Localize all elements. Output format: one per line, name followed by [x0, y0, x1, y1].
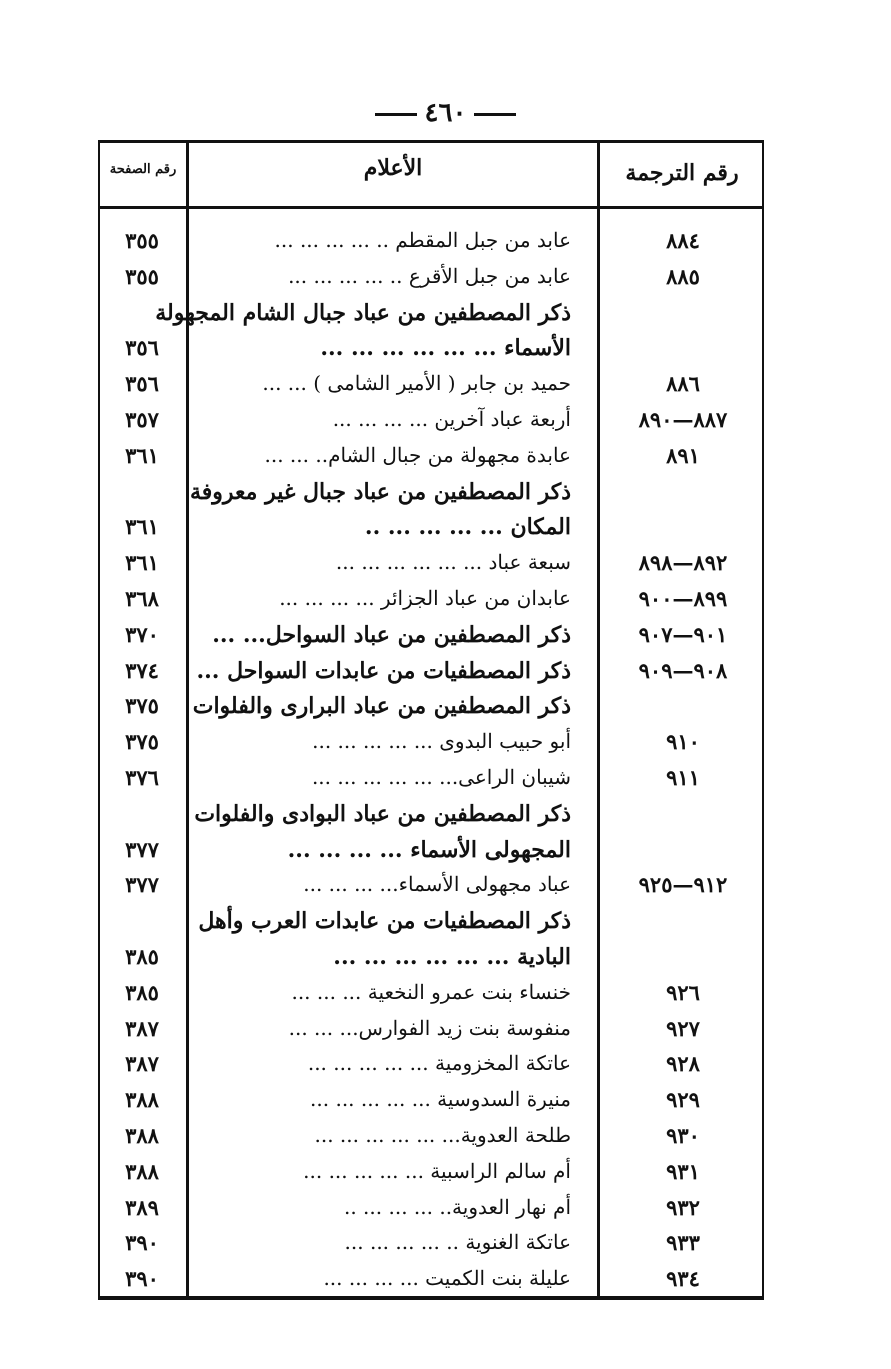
name-cell: ذكر المصطفين من عباد البرارى والفلوات [192, 693, 571, 720]
index-row [98, 1226, 764, 1262]
name-cell: ذكر المصطفيات من عابدات العرب وأهل [198, 908, 571, 935]
index-row [98, 976, 764, 1012]
name-cell: منفوسة بنت زيد الفوارس... ... ... [288, 1015, 571, 1040]
page-cell: ٣٥٦ [125, 335, 159, 361]
page-cell: ٣٩٠ [125, 1230, 159, 1256]
name-cell: منيرة السدوسية ... ... ... ... ... [310, 1087, 571, 1112]
page-cell: ٣٧٤ [125, 657, 159, 683]
name-cell: المجهولى الأسماء ... ... ... ... [287, 836, 571, 863]
page-cell: ٣٨٨ [125, 1123, 159, 1148]
index-section-heading [98, 475, 764, 511]
page-number-text: ٤٦٠ [424, 98, 467, 128]
page-cell: ٣٩٠ [125, 1266, 159, 1292]
page-cell: ٣٨٧ [125, 1051, 159, 1077]
name-cell: عابدان من عباد الجزائر ... ... ... ... [279, 586, 571, 610]
page-cell: ٣٧٠ [125, 621, 159, 647]
name-cell: ذكر المصطفين من عباد البوادى والفلوات [194, 800, 571, 827]
name-cell: عابد من جبل المقطم .. ... ... ... ... [274, 228, 571, 252]
index-row [98, 1083, 764, 1119]
translation-number-cell: ٩٠١—٩٠٧ [638, 621, 728, 647]
name-cell: ذكر المصطفين من عباد السواحل... ... [212, 621, 571, 648]
translation-number-cell: ٩١٠ [666, 729, 700, 755]
name-cell: الأسماء ... ... ... ... ... ... [320, 335, 571, 362]
index-section-heading [98, 904, 764, 940]
page-cell: ٣٧٥ [125, 729, 159, 755]
name-cell: ذكر المصطفين من عباد جبال غير معروفة [189, 478, 571, 505]
header-translation-number: رقم الترجمة [625, 160, 739, 186]
name-cell: المكان ... ... ... ... .. [364, 514, 571, 541]
page-cell: ٣٨٧ [125, 1015, 159, 1041]
name-cell: أربعة عباد آخرين ... ... ... ... [332, 407, 571, 431]
page-cell: ٣٦١ [125, 442, 159, 468]
name-cell: أبو حبيب البدوى ... ... ... ... ... [312, 729, 571, 754]
page-cell: ٣٧٥ [125, 693, 159, 719]
page-cell: ٣٧٧ [125, 872, 159, 898]
index-row [98, 582, 764, 618]
name-cell: عاتكة المخزومية ... ... ... ... ... [307, 1051, 571, 1076]
index-row [98, 224, 764, 260]
translation-number-cell: ٩١١ [666, 765, 700, 790]
name-cell: البادية ... ... ... ... ... ... [333, 944, 571, 970]
name-cell: أم سالم الراسبية ... ... ... ... ... [303, 1158, 571, 1183]
index-row [98, 1119, 764, 1155]
index-row [98, 725, 764, 761]
header-page: رقم الصفحة [109, 162, 177, 177]
name-cell: عابد من جبل الأقرع .. ... ... ... ... [288, 263, 571, 288]
name-cell: حميد بن جابر ( الأمير الشامى ) ... ... [262, 371, 571, 396]
index-row [98, 1191, 764, 1227]
translation-number-cell: ٨٨٥ [666, 263, 700, 289]
page-cell: ٣٦١ [125, 514, 159, 540]
dash-right [474, 113, 516, 116]
translation-number-cell: ٩٢٩ [666, 1087, 700, 1113]
name-cell: خنساء بنت عمرو النخعية ... ... ... [291, 979, 571, 1004]
translation-number-cell: ٩٣١ [666, 1158, 700, 1184]
header-names: الأعلام [363, 155, 423, 181]
name-cell: طلحة العدوية... ... ... ... ... ... [314, 1123, 571, 1147]
index-row [98, 1012, 764, 1048]
name-cell: ذكر المصطفيات من عابدات السواحل ... [196, 657, 571, 684]
page-cell: ٣٦٨ [125, 586, 159, 611]
translation-number-cell: ٨٩٩—٩٠٠ [638, 586, 728, 611]
page-cell: ٣٥٧ [125, 407, 159, 432]
index-row [98, 546, 764, 582]
page-number [0, 98, 891, 128]
index-row [98, 403, 764, 439]
page-cell: ٣٨٥ [125, 979, 159, 1005]
index-row [98, 367, 764, 403]
index-row [98, 1047, 764, 1083]
name-cell: شيبان الراعى... ... ... ... ... ... [311, 765, 571, 789]
page-cell: ٣٨٥ [125, 944, 159, 969]
index-section-heading [98, 618, 764, 654]
index-row [98, 1262, 764, 1298]
index-row [98, 868, 764, 904]
index-row [98, 1155, 764, 1191]
dash-left [375, 113, 417, 116]
index-section-heading [98, 833, 764, 869]
index-section-heading [98, 331, 764, 367]
translation-number-cell: ٨٨٤ [666, 228, 700, 253]
page-cell: ٣٥٥ [125, 228, 159, 253]
translation-number-cell: ٨٨٧—٨٩٠ [638, 407, 728, 432]
index-section-heading [98, 940, 764, 976]
translation-number-cell: ٨٩٢—٨٩٨ [638, 550, 728, 576]
index-row [98, 260, 764, 296]
translation-number-cell: ٩٠٨—٩٠٩ [638, 657, 728, 683]
header-divider [98, 206, 764, 209]
name-cell: أم نهار العدوية.. ... ... ... .. [343, 1194, 571, 1219]
translation-number-cell: ٩٣٤ [666, 1266, 700, 1292]
index-row [98, 761, 764, 797]
page-cell: ٣٨٩ [125, 1194, 159, 1220]
translation-number-cell: ٩٢٧ [666, 1015, 700, 1041]
translation-number-cell: ٨٨٦ [666, 371, 700, 397]
index-section-heading [98, 797, 764, 833]
name-cell: عباد مجهولى الأسماء... ... ... ... [303, 872, 571, 897]
name-cell: سبعة عباد ... ... ... ... ... ... [335, 550, 571, 575]
translation-number-cell: ٩٣٢ [666, 1194, 700, 1220]
index-section-heading [98, 654, 764, 690]
translation-number-cell: ٩٣٠ [666, 1123, 700, 1148]
translation-number-cell: ٨٩١ [666, 442, 700, 468]
page-cell: ٣٧٦ [125, 765, 159, 790]
translation-number-cell: ٩٢٦ [666, 979, 700, 1005]
index-section-heading [98, 510, 764, 546]
translation-number-cell: ٩٢٨ [666, 1051, 700, 1077]
page-cell: ٣٥٥ [125, 263, 159, 289]
translation-number-cell: ٩٣٣ [666, 1230, 700, 1256]
name-cell: عاتكة الغنوية .. ... ... ... ... [344, 1230, 571, 1255]
page-cell: ٣٥٦ [125, 371, 159, 397]
name-cell: عابدة مجهولة من جبال الشام.. ... ... [264, 442, 571, 467]
page-cell: ٣٦١ [125, 550, 159, 576]
page-cell: ٣٧٧ [125, 836, 159, 862]
page-cell: ٣٨٨ [125, 1087, 159, 1113]
index-section-heading [98, 296, 764, 332]
index-section-heading [98, 689, 764, 725]
translation-number-cell: ٩١٢—٩٢٥ [638, 872, 728, 898]
page-cell: ٣٨٨ [125, 1158, 159, 1184]
name-cell: عليلة بنت الكميت ... ... ... ... [323, 1266, 571, 1291]
index-row [98, 439, 764, 475]
name-cell: ذكر المصطفين من عباد جبال الشام المجهولة [155, 299, 571, 326]
